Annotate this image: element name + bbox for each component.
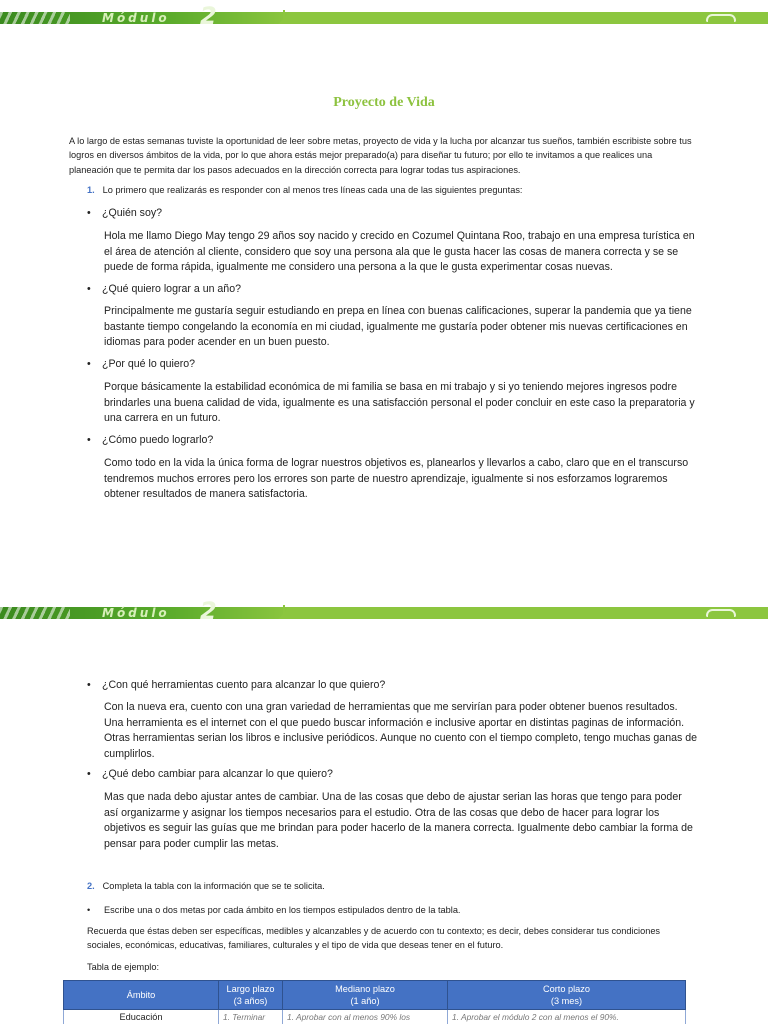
bullet-icon: • (87, 679, 91, 691)
banner-logo-icon (706, 14, 736, 22)
banner-module-word: Módulo (102, 606, 170, 620)
step-2 (87, 881, 325, 891)
question-1: • ¿Quién soy? (87, 207, 163, 219)
banner-module-number: 2 (200, 597, 217, 625)
question-6: • ¿Qué debo cambiar para alcanzar lo que quiero? (87, 768, 333, 780)
bullet-icon: • (87, 768, 91, 780)
goals-table (63, 980, 686, 1024)
table-row (64, 1010, 686, 1024)
cell-mediano: 1. Aprobar con al menos 90% los (283, 1010, 448, 1024)
question-2: • ¿Qué quiero lograr a un año? (87, 283, 241, 295)
step-1 (87, 185, 522, 195)
table-header-row (64, 981, 686, 1010)
bullet-icon: • (87, 207, 91, 219)
answer-3: Porque básicamente la estabilidad económica de mi familia se basa en mi trabajo y si yo teniendo mejores ingresos podre brindarles una buena calidad de vida, igualmente es una satisfacción personal el poder concluir en este caso la preparatoria y una carrera en un futuro. (104, 381, 695, 424)
banner-module-word: Módulo (102, 11, 170, 25)
answer-2: Principalmente me gustaría seguir estudiando en prepa en línea con buenas calificaciones, superar la pandemia que ya tiene bastante tiempo congelando la economía en mi ciudad, igualmente me gustaría poder obtener mis nuevas certificaciones en idiomas para poder acender en un buen puesto. (104, 305, 692, 348)
step-1-text: Lo primero que realizarás es responder con al menos tres líneas cada una de las siguientes preguntas: (102, 185, 523, 195)
question-4: • ¿Cómo puedo lograrlo? (87, 434, 214, 446)
cell-ambito: Educación (64, 1010, 219, 1024)
header-largo-plazo: Largo plazo (3 años) (219, 981, 283, 1010)
reminder-paragraph: Recuerda que éstas deben ser específicas, medibles y alcanzables y de acuerdo con tu contexto; es decir, debes considerar tus condiciones sociales, económicas, educativas, familiares, culturales y el tipo de vida que deseas tener en el futuro. (87, 926, 661, 950)
answer-5: Con la nueva era, cuento con una gran variedad de herramientas que me servirían para poder obtener buenos resultados. Una herramienta es el internet con el que puedo buscar información e inclusive aportar en distintas paginas de información. Otras herramientas serian los libros e inclusive periódicos. Aunque no cuento con el tiempo completo, tengo muchas ganas de cumplirlos. (104, 701, 697, 760)
step-2-number: 2. (87, 881, 95, 891)
bullet-icon: • (87, 434, 91, 446)
question-3: • ¿Por qué lo quiero? (87, 358, 196, 370)
answer-6: Mas que nada debo ajustar antes de cambiar. Una de las cosas que debo de ajustar serian las horas que tengo para poder así organizarme y asignar los tiempos necesarios para el estudio. Otra de las cosas que debo de hacer para lograr los objetivos es seguir las guías que me brindan para poder hacerlo de la manera correcta. Igualmente debo cambiar la forma de pensar para poder cumplir las metas. (104, 791, 693, 850)
answer-1: Hola me llamo Diego May tengo 29 años soy nacido y crecido en Cozumel Quintana Roo, trabajo en una empresa turística en el área de atención al cliente, considero que soy una persona ala que le gusta hacer las cosas de manera correcta y se se puede de forma rápida, igualmente me considero una persona a la que le gusta experimentar cosas nuevas. (104, 230, 695, 273)
step-2-bullet: • Escribe una o dos metas por cada ámbito en los tiempos estipulados dentro de la tabla. (87, 905, 461, 915)
cell-corto: 1. Aprobar el módulo 2 con al menos el 90%. (448, 1010, 686, 1024)
step-2-text: Completa la tabla con la información que se te solicita. (102, 881, 325, 891)
banner-module-number: 2 (200, 2, 217, 30)
header-ambito: Ámbito (64, 981, 219, 1010)
header-corto-plazo: Corto plazo (3 mes) (448, 981, 686, 1010)
bullet-icon: • (87, 905, 91, 915)
bullet-icon: • (87, 283, 91, 295)
banner-logo-icon (706, 609, 736, 617)
cell-largo: 1. Terminar (219, 1010, 283, 1024)
module-banner-top (0, 2, 768, 30)
bullet-icon: • (87, 358, 91, 370)
step-1-number: 1. (87, 185, 95, 195)
intro-paragraph: A lo largo de estas semanas tuviste la oportunidad de leer sobre metas, proyecto de vida y la lucha por alcanzar tus sueños, también escribiste sobre tus logros en diversos ámbitos de la vida, por lo que ahora estás mejor preparado(a) para diseñar tu futuro; por ello te invitamos a que realices una planeación que te permita dar los pasos adecuados en la dirección correcta para lograr todas tus aspiraciones. (69, 136, 692, 175)
table-label: Tabla de ejemplo: (87, 962, 160, 972)
question-5: • ¿Con qué herramientas cuento para alcanzar lo que quiero? (87, 679, 386, 691)
answer-4: Como todo en la vida la única forma de lograr nuestros objetivos es, planearlos y llevarlos a cabo, claro que en el transcurso tendremos muchos errores pero los errores son parte de nuestro aprendizaje, igualmente si nos esforzamos lograremos obtener resultados de manera satisfactoria. (104, 457, 689, 500)
page-title: Proyecto de Vida (333, 95, 435, 110)
module-banner-page-2 (0, 597, 768, 625)
header-mediano-plazo: Mediano plazo (1 año) (283, 981, 448, 1010)
